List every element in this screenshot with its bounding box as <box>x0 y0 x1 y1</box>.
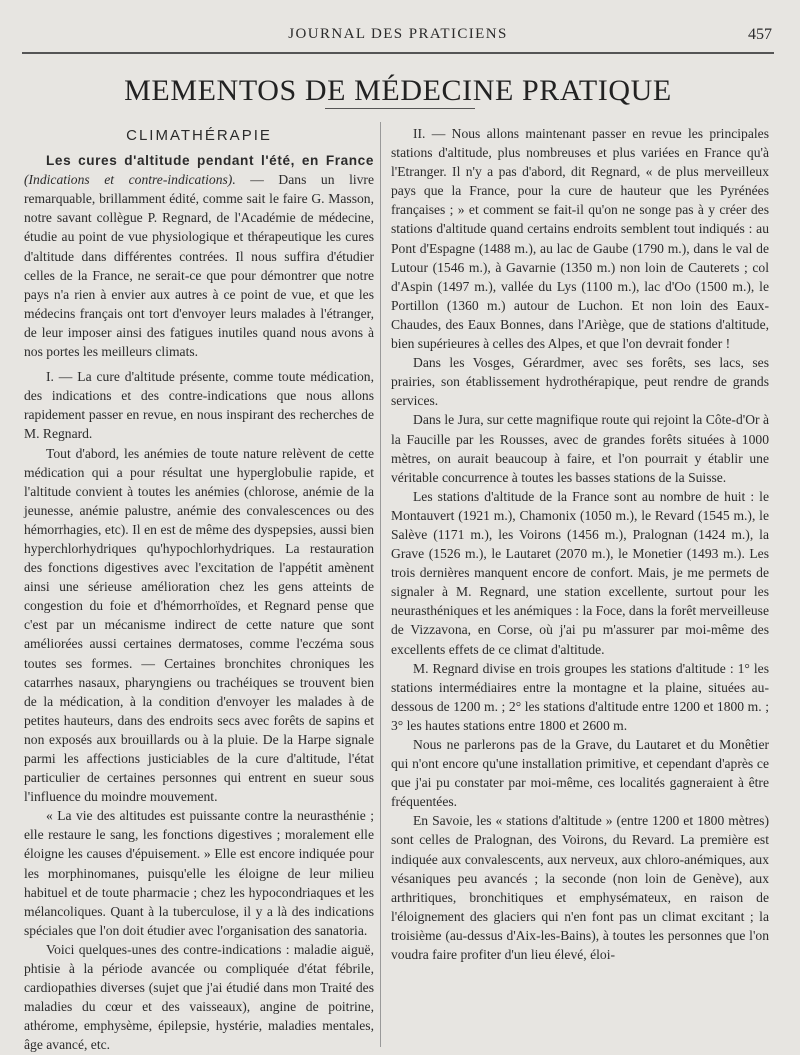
paragraph: Les stations d'altitude de la France sont au nombre de huit : le Montauvert (1921 m.), Chamonix (1050 m.), le Revard (1545 m.), le Salève (1171 m.), les Voirons (1456 m.), Pralognan (1424 m.), la Grave (1526 m.), le Lautaret (2070 m.), le Monetier (1493 m.). Les trois dernières manquent encore de confort. Mais, je me permets de signaler à M. Regnard, une station excellente, surtout pour les neurasthéniques et les anémiques : la Foce, dans la forêt merveilleuse de Vizzavona, en Corse, où j'ai pu m'assurer par moi-même des excellents effets de ce climat d'altitude. <box>391 488 769 657</box>
page-number: 457 <box>748 26 772 43</box>
paragraph: En Savoie, les « stations d'altitude » (entre 1200 et 1800 mètres) sont celles de Pralognan, des Voirons, du Revard. La première est indiquée aux convalescents, aux nerveux, aux chloro-anémiques, aux vésaniques peu avancés ; la seconde (non loin de Genève), aux arthritiques, bronchitiques et emphysémateux, en raison de l'éloignement des glaciers qui n'en font pas un climat excitant ; la troisième (au-dessus d'Aix-les-Bains), à toutes les personnes que l'on voudra faire profiter d'un lieu élevé, éloi- <box>391 813 769 963</box>
paragraph: I. — La cure d'altitude présente, comme toute médication, des indications et des contre-indications que nous allons rapidement passer en revue, en nous inspirant des recherches de M. Regnard. <box>24 369 374 442</box>
lead-paren: (Indications et contre-indications). <box>24 172 236 188</box>
right-column <box>391 124 769 964</box>
paragraph: « La vie des altitudes est puissante contre la neurasthénie ; elle restaure le sang, les fonctions digestives ; moralement elle éloigne les causes d'épuisement. » Elle est encore indiquée pour les morphinomanes, puisqu'elle les éloigne de leur milieu habituel et de toute pharmacie ; chez les hypocondriaques et les mélancoliques. Quant à la tuberculose, il y a là des indications spéciales que l'on doit étudier avec l'organisation des sanatoria. <box>24 808 374 938</box>
paragraph: Dans les Vosges, Gérardmer, avec ses forêts, ses lacs, ses prairies, son établissement hydrothérapique, peut rendre de grands services. <box>391 355 769 409</box>
column-divider <box>380 122 381 1047</box>
paragraph: Dans le Jura, sur cette magnifique route qui rejoint la Côte-d'Or à la Faucille par les Rousses, avec de grandes forêts situées à 1000 mètres, on aurait beaucoup à faire, et l'on pourrait y établir une véritable concurrence à toutes les basses stations de la Suisse. <box>391 412 769 485</box>
paragraph: Tout d'abord, les anémies de toute nature relèvent de cette médication qui a pour résultat une hyperglobulie rapide, et l'altitude convient à toutes les anémies (chlorose, anémie de la jeunesse, anémie palustre, anémie des convalescences ou des hémorrhagies, etc). Il en est de même des dyspepsies, aussi bien hyperchlorhydriques qu'hypochlorhydriques. La restauration des fonctions digestives avec l'excitation de l'appétit amènent ainsi une sérieuse amélioration chez les gens atteints de congestion du foie et d'hémorrhoïdes, et Regnard pense que c'est par un mécanisme indirect de cette nature que sont améliorées aussi certaines dermatoses, comme l'eczéma sous toutes ses formes. — Certaines bronchites chroniques les catarrhes nasaux, pharyngiens ou trachéiques se trouvent bien de la médication, à la condition d'envoyer les malades à de petites hauteurs, dans des endroits secs avec forêts de sapins et non exposés aux brouillards ou à la pluie. De la Harpe signale parmi les affections justiciables de la cure d'altitude, l'état particulier de certaines personnes qui entrent en sueur sous l'influence du moindre mouvement. <box>24 445 374 805</box>
lead-paragraph <box>24 151 374 361</box>
paragraph: M. Regnard divise en trois groupes les stations d'altitude : 1° les stations intermédiaires entre la montagne et la plaine, situées au-dessous de 1200 m. ; 2° les stations d'altitude entre 1200 et 1800 m. ; 3° les hautes stations entre 1800 et 2600 m. <box>391 660 769 733</box>
paragraph: II. — Nous allons maintenant passer en revue les principales stations d'altitude, plus nombreuses et plus variées en France qu'à l'Etranger. Il n'y a pas d'abord, dit Regnard, « de plus merveilleux pays que la France, pour la cure de hauteur que les Pyrénées françaises ; » et comment se fait-il qu'on ne songe pas à y créer des stations d'altitude quand certains endroits semblent tout indiqués : au Pont d'Espagne (1488 m.), au lac de Gaube (1790 m.), dans le val de Lutour (1546 m.), à Gavarnie (1350 m.) non loin de Cauterets ; col d'Aspin (1497 m.), vallée du Lys (1100 m.), lac d'Oo (1500 m.), le Portillon (1360 m.) autour de Luchon. Et non loin des Eaux-Chaudes, des Eaux Bonnes, dans l'Ariège, que de stations d'altitude, bien supérieures à celles des Alpes, et que l'on devrait fonder ! <box>391 126 769 352</box>
title-rule <box>325 108 475 109</box>
journal-title: JOURNAL DES PRATICIENS <box>288 26 508 42</box>
lead-text: — Dans un livre remarquable, brillamment édité, comme sait le faire G. Masson, notre savant collègue P. Regnard, de l'Académie de médecine, étudie au point de vue physiologique et thérapeutique les cures d'altitude dans différentes contrées. Il nous suffira d'étudier celles de la France, ne serait-ce que pour démontrer que notre pays n'a rien à envier aux autres à ce point de vue, et que les médecins français ont tort d'envoyer leurs malades à l'étranger, de leur imposer ainsi des fatigues inutiles quand nous avons à nos portes les meilleurs climats. <box>24 172 374 360</box>
lead-bold: Les cures d'altitude pendant l'été, en France <box>46 153 374 169</box>
paragraph: Nous ne parlerons pas de la Grave, du Lautaret et du Monêtier qui n'ont encore qu'une installation primitive, et cependant d'après ce que j'ai pu constater par moi-même, ces localités gagneraient à être fréquentées. <box>391 737 769 810</box>
left-column <box>24 124 374 1055</box>
page-title: MEMENTOS DE MÉDECINE PRATIQUE <box>124 74 672 107</box>
paragraph: Voici quelques-unes des contre-indications : maladie aiguë, phtisie à la période avancée ou compliquée d'état fébrile, cardiopathies diverses (sujet que j'ai étudié dans mon Traité des maladies du cœur et des vaisseaux), angine de poitrine, athérome, emphysème, épilepsie, hystérie, maladies mentales, âge avancé, etc. <box>24 941 374 1053</box>
running-header <box>22 26 774 50</box>
section-heading: CLIMATHÉRAPIE <box>126 127 272 144</box>
header-rule <box>22 52 774 54</box>
